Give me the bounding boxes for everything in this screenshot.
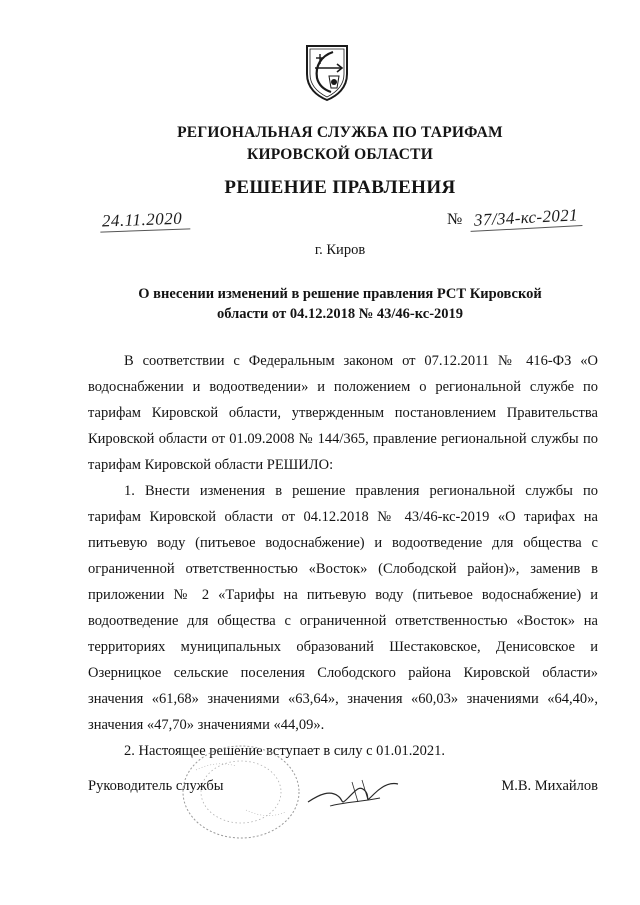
- coat-of-arms-icon: [303, 40, 351, 102]
- decision-item-1: 1. Внести изменения в решение правления региональной службы по тарифам Кировской области от 04.12.2018 № 43/46-кс-2019 «О тарифах на питьевую воду (питьевое водоснабжение) и водоотведение для общества с ограниченной ответственностью «Восток» (Слободской район)», заменив в приложении № 2 «Тарифы на питьевую воду (питьевое водоснабжение) и водоотведение для общества с ограниченной ответственностью «Восток» на территориях муниципальных образований Шестаковское, Денисовское и Озерницкое сельские поселения Слободского района Кировской области» значения «61,68» значениями «63,64», значения «60,03» значениями «64,40», значения «47,70» значениями «44,09».: [88, 483, 598, 733]
- handwritten-document-number: 37/34-кс-2021: [470, 205, 583, 232]
- organization-name: [60, 122, 620, 166]
- handwritten-date: 24.11.2020: [100, 208, 191, 232]
- preamble-paragraph: В соответствии с Федеральным законом от 07.12.2011 № 416-ФЗ «О водоснабжении и водоотведении» и положением о региональной службе по тарифам Кировской области, утвержденным постановлением Правительства Кировской области от 01.09.2008 № 144/365, правление региональной службы по тарифам Кировской области РЕШИЛО:: [88, 353, 598, 473]
- document-body: [88, 348, 598, 764]
- organization-line-2: КИРОВСКОЙ ОБЛАСТИ: [247, 146, 433, 163]
- organization-line-1: РЕГИОНАЛЬНАЯ СЛУЖБА ПО ТАРИФАМ: [177, 124, 503, 141]
- handwritten-signature: [300, 772, 410, 812]
- signer-title: Руководитель службы: [88, 778, 224, 794]
- city-of-issue: г. Киров: [314, 242, 366, 258]
- document-subject: [120, 284, 560, 324]
- subject-line-1: О внесении изменений в решение правления РСТ Кировской: [138, 286, 542, 302]
- signer-name: М.В. Михайлов: [501, 778, 598, 794]
- document-type-title: РЕШЕНИЕ ПРАВЛЕНИЯ: [224, 177, 456, 198]
- decision-item-2: 2. Настоящее решение вступает в силу с 01.01.2021.: [124, 743, 446, 759]
- number-sign: №: [447, 211, 463, 228]
- subject-line-2: области от 04.12.2018 № 43/46-кс-2019: [216, 306, 464, 322]
